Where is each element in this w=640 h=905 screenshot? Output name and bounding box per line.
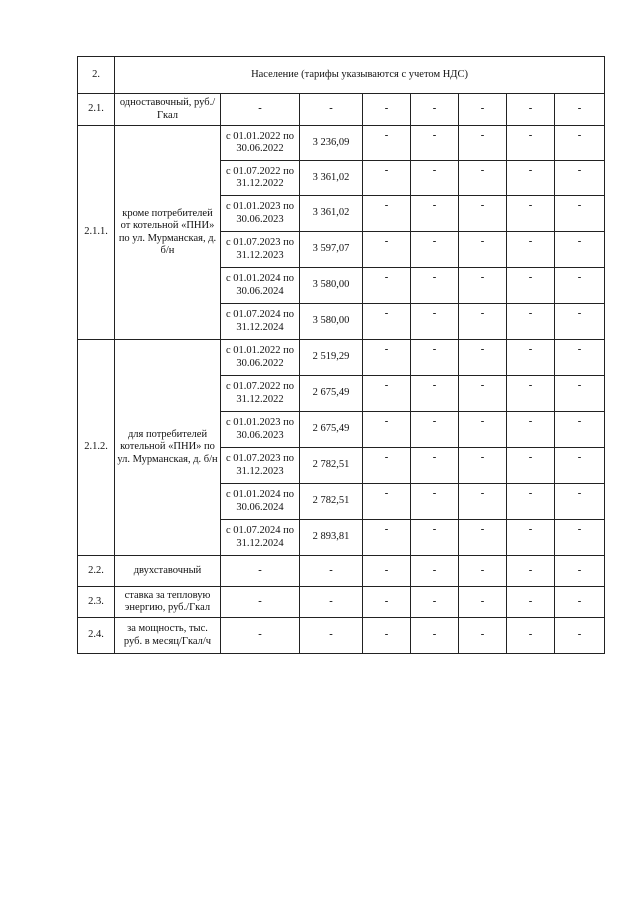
- period-cell: с 01.07.2023 по 31.12.2023: [221, 232, 300, 268]
- tariff-table: [77, 56, 605, 654]
- dash-cell: -: [555, 126, 605, 161]
- dash-cell: -: [363, 94, 411, 126]
- dash-cell: -: [507, 376, 555, 412]
- dash-cell: -: [507, 587, 555, 618]
- table-row: [78, 556, 605, 587]
- dash-cell: -: [363, 268, 411, 304]
- dash-cell: -: [221, 587, 300, 618]
- dash-cell: -: [555, 304, 605, 340]
- dash-cell: -: [363, 520, 411, 556]
- dash-cell: -: [411, 340, 459, 376]
- period-cell: с 01.07.2022 по 31.12.2022: [221, 161, 300, 196]
- table-row: [78, 618, 605, 654]
- row-number: 2.1.1.: [78, 126, 115, 340]
- tariff-value: 2 782,51: [300, 448, 363, 484]
- dash-cell: -: [363, 484, 411, 520]
- dash-cell: -: [411, 376, 459, 412]
- section-header-row: [78, 57, 605, 94]
- tariff-value: 2 519,29: [300, 340, 363, 376]
- dash-cell: -: [411, 556, 459, 587]
- row-number: 2.1.2.: [78, 340, 115, 556]
- dash-cell: -: [459, 520, 507, 556]
- dash-cell: -: [363, 618, 411, 654]
- dash-cell: -: [555, 618, 605, 654]
- row-number: 2.2.: [78, 556, 115, 587]
- table-row: [78, 340, 605, 376]
- row-label: ставка за тепловую энергию, руб./Гкал: [115, 587, 221, 618]
- tariff-value: 2 893,81: [300, 520, 363, 556]
- tariff-value: 3 361,02: [300, 161, 363, 196]
- dash-cell: -: [459, 232, 507, 268]
- dash-cell: -: [300, 556, 363, 587]
- dash-cell: -: [363, 556, 411, 587]
- dash-cell: -: [221, 94, 300, 126]
- dash-cell: -: [459, 412, 507, 448]
- dash-cell: -: [411, 448, 459, 484]
- dash-cell: -: [411, 618, 459, 654]
- tariff-value: 3 361,02: [300, 196, 363, 232]
- dash-cell: -: [363, 340, 411, 376]
- dash-cell: -: [555, 484, 605, 520]
- dash-cell: -: [459, 340, 507, 376]
- dash-cell: -: [555, 94, 605, 126]
- dash-cell: -: [459, 484, 507, 520]
- dash-cell: -: [459, 161, 507, 196]
- tariff-value: 3 597,07: [300, 232, 363, 268]
- period-cell: с 01.07.2022 по 31.12.2022: [221, 376, 300, 412]
- period-cell: с 01.01.2022 по 30.06.2022: [221, 126, 300, 161]
- dash-cell: -: [507, 126, 555, 161]
- dash-cell: -: [459, 304, 507, 340]
- row-number: 2.4.: [78, 618, 115, 654]
- period-cell: с 01.01.2024 по 30.06.2024: [221, 484, 300, 520]
- dash-cell: -: [411, 161, 459, 196]
- dash-cell: -: [459, 268, 507, 304]
- table-row: [78, 94, 605, 126]
- dash-cell: -: [300, 587, 363, 618]
- row-label: для потребителей котельной «ПНИ» по ул. Мурманская, д. б/н: [115, 340, 221, 556]
- dash-cell: -: [555, 268, 605, 304]
- dash-cell: -: [221, 556, 300, 587]
- dash-cell: -: [363, 126, 411, 161]
- dash-cell: -: [459, 556, 507, 587]
- dash-cell: -: [507, 268, 555, 304]
- tariff-value: 3 236,09: [300, 126, 363, 161]
- period-cell: с 01.01.2023 по 30.06.2023: [221, 196, 300, 232]
- dash-cell: -: [507, 412, 555, 448]
- dash-cell: -: [507, 304, 555, 340]
- row-number: 2.: [78, 57, 115, 94]
- dash-cell: -: [459, 618, 507, 654]
- dash-cell: -: [411, 126, 459, 161]
- dash-cell: -: [459, 126, 507, 161]
- dash-cell: -: [411, 94, 459, 126]
- tariff-value: 2 675,49: [300, 376, 363, 412]
- dash-cell: -: [459, 94, 507, 126]
- dash-cell: -: [221, 618, 300, 654]
- dash-cell: -: [507, 556, 555, 587]
- row-label: за мощность, тыс. руб. в месяц/Гкал/ч: [115, 618, 221, 654]
- dash-cell: -: [459, 587, 507, 618]
- dash-cell: -: [555, 587, 605, 618]
- row-label: двухставочный: [115, 556, 221, 587]
- period-cell: с 01.01.2023 по 30.06.2023: [221, 412, 300, 448]
- dash-cell: -: [363, 448, 411, 484]
- dash-cell: -: [555, 340, 605, 376]
- period-cell: с 01.07.2024 по 31.12.2024: [221, 304, 300, 340]
- dash-cell: -: [459, 448, 507, 484]
- dash-cell: -: [555, 196, 605, 232]
- dash-cell: -: [459, 376, 507, 412]
- dash-cell: -: [507, 484, 555, 520]
- dash-cell: -: [555, 448, 605, 484]
- row-label: одноставочный, руб./Гкал: [115, 94, 221, 126]
- tariff-value: 3 580,00: [300, 268, 363, 304]
- dash-cell: -: [411, 268, 459, 304]
- dash-cell: -: [300, 94, 363, 126]
- dash-cell: -: [363, 376, 411, 412]
- table-row: [78, 587, 605, 618]
- dash-cell: -: [363, 232, 411, 268]
- dash-cell: -: [363, 304, 411, 340]
- dash-cell: -: [507, 161, 555, 196]
- dash-cell: -: [507, 340, 555, 376]
- dash-cell: -: [555, 556, 605, 587]
- dash-cell: -: [411, 484, 459, 520]
- dash-cell: -: [411, 520, 459, 556]
- row-number: 2.3.: [78, 587, 115, 618]
- dash-cell: -: [411, 304, 459, 340]
- dash-cell: -: [507, 232, 555, 268]
- dash-cell: -: [555, 161, 605, 196]
- dash-cell: -: [411, 587, 459, 618]
- table-row: [78, 126, 605, 161]
- tariff-value: 2 782,51: [300, 484, 363, 520]
- period-cell: с 01.07.2023 по 31.12.2023: [221, 448, 300, 484]
- dash-cell: -: [411, 196, 459, 232]
- dash-cell: -: [507, 618, 555, 654]
- dash-cell: -: [411, 412, 459, 448]
- dash-cell: -: [459, 196, 507, 232]
- dash-cell: -: [300, 618, 363, 654]
- dash-cell: -: [411, 232, 459, 268]
- dash-cell: -: [555, 520, 605, 556]
- dash-cell: -: [507, 94, 555, 126]
- period-cell: с 01.01.2022 по 30.06.2022: [221, 340, 300, 376]
- dash-cell: -: [507, 196, 555, 232]
- dash-cell: -: [555, 376, 605, 412]
- dash-cell: -: [555, 412, 605, 448]
- period-cell: с 01.01.2024 по 30.06.2024: [221, 268, 300, 304]
- dash-cell: -: [363, 412, 411, 448]
- dash-cell: -: [363, 587, 411, 618]
- period-cell: с 01.07.2024 по 31.12.2024: [221, 520, 300, 556]
- dash-cell: -: [507, 448, 555, 484]
- tariff-value: 2 675,49: [300, 412, 363, 448]
- dash-cell: -: [363, 196, 411, 232]
- dash-cell: -: [363, 161, 411, 196]
- section-title: Население (тарифы указываются с учетом НДС): [115, 57, 605, 94]
- tariff-value: 3 580,00: [300, 304, 363, 340]
- dash-cell: -: [555, 232, 605, 268]
- dash-cell: -: [507, 520, 555, 556]
- row-label: кроме потребителей от котельной «ПНИ» по ул. Мурманская, д. б/н: [115, 126, 221, 340]
- row-number: 2.1.: [78, 94, 115, 126]
